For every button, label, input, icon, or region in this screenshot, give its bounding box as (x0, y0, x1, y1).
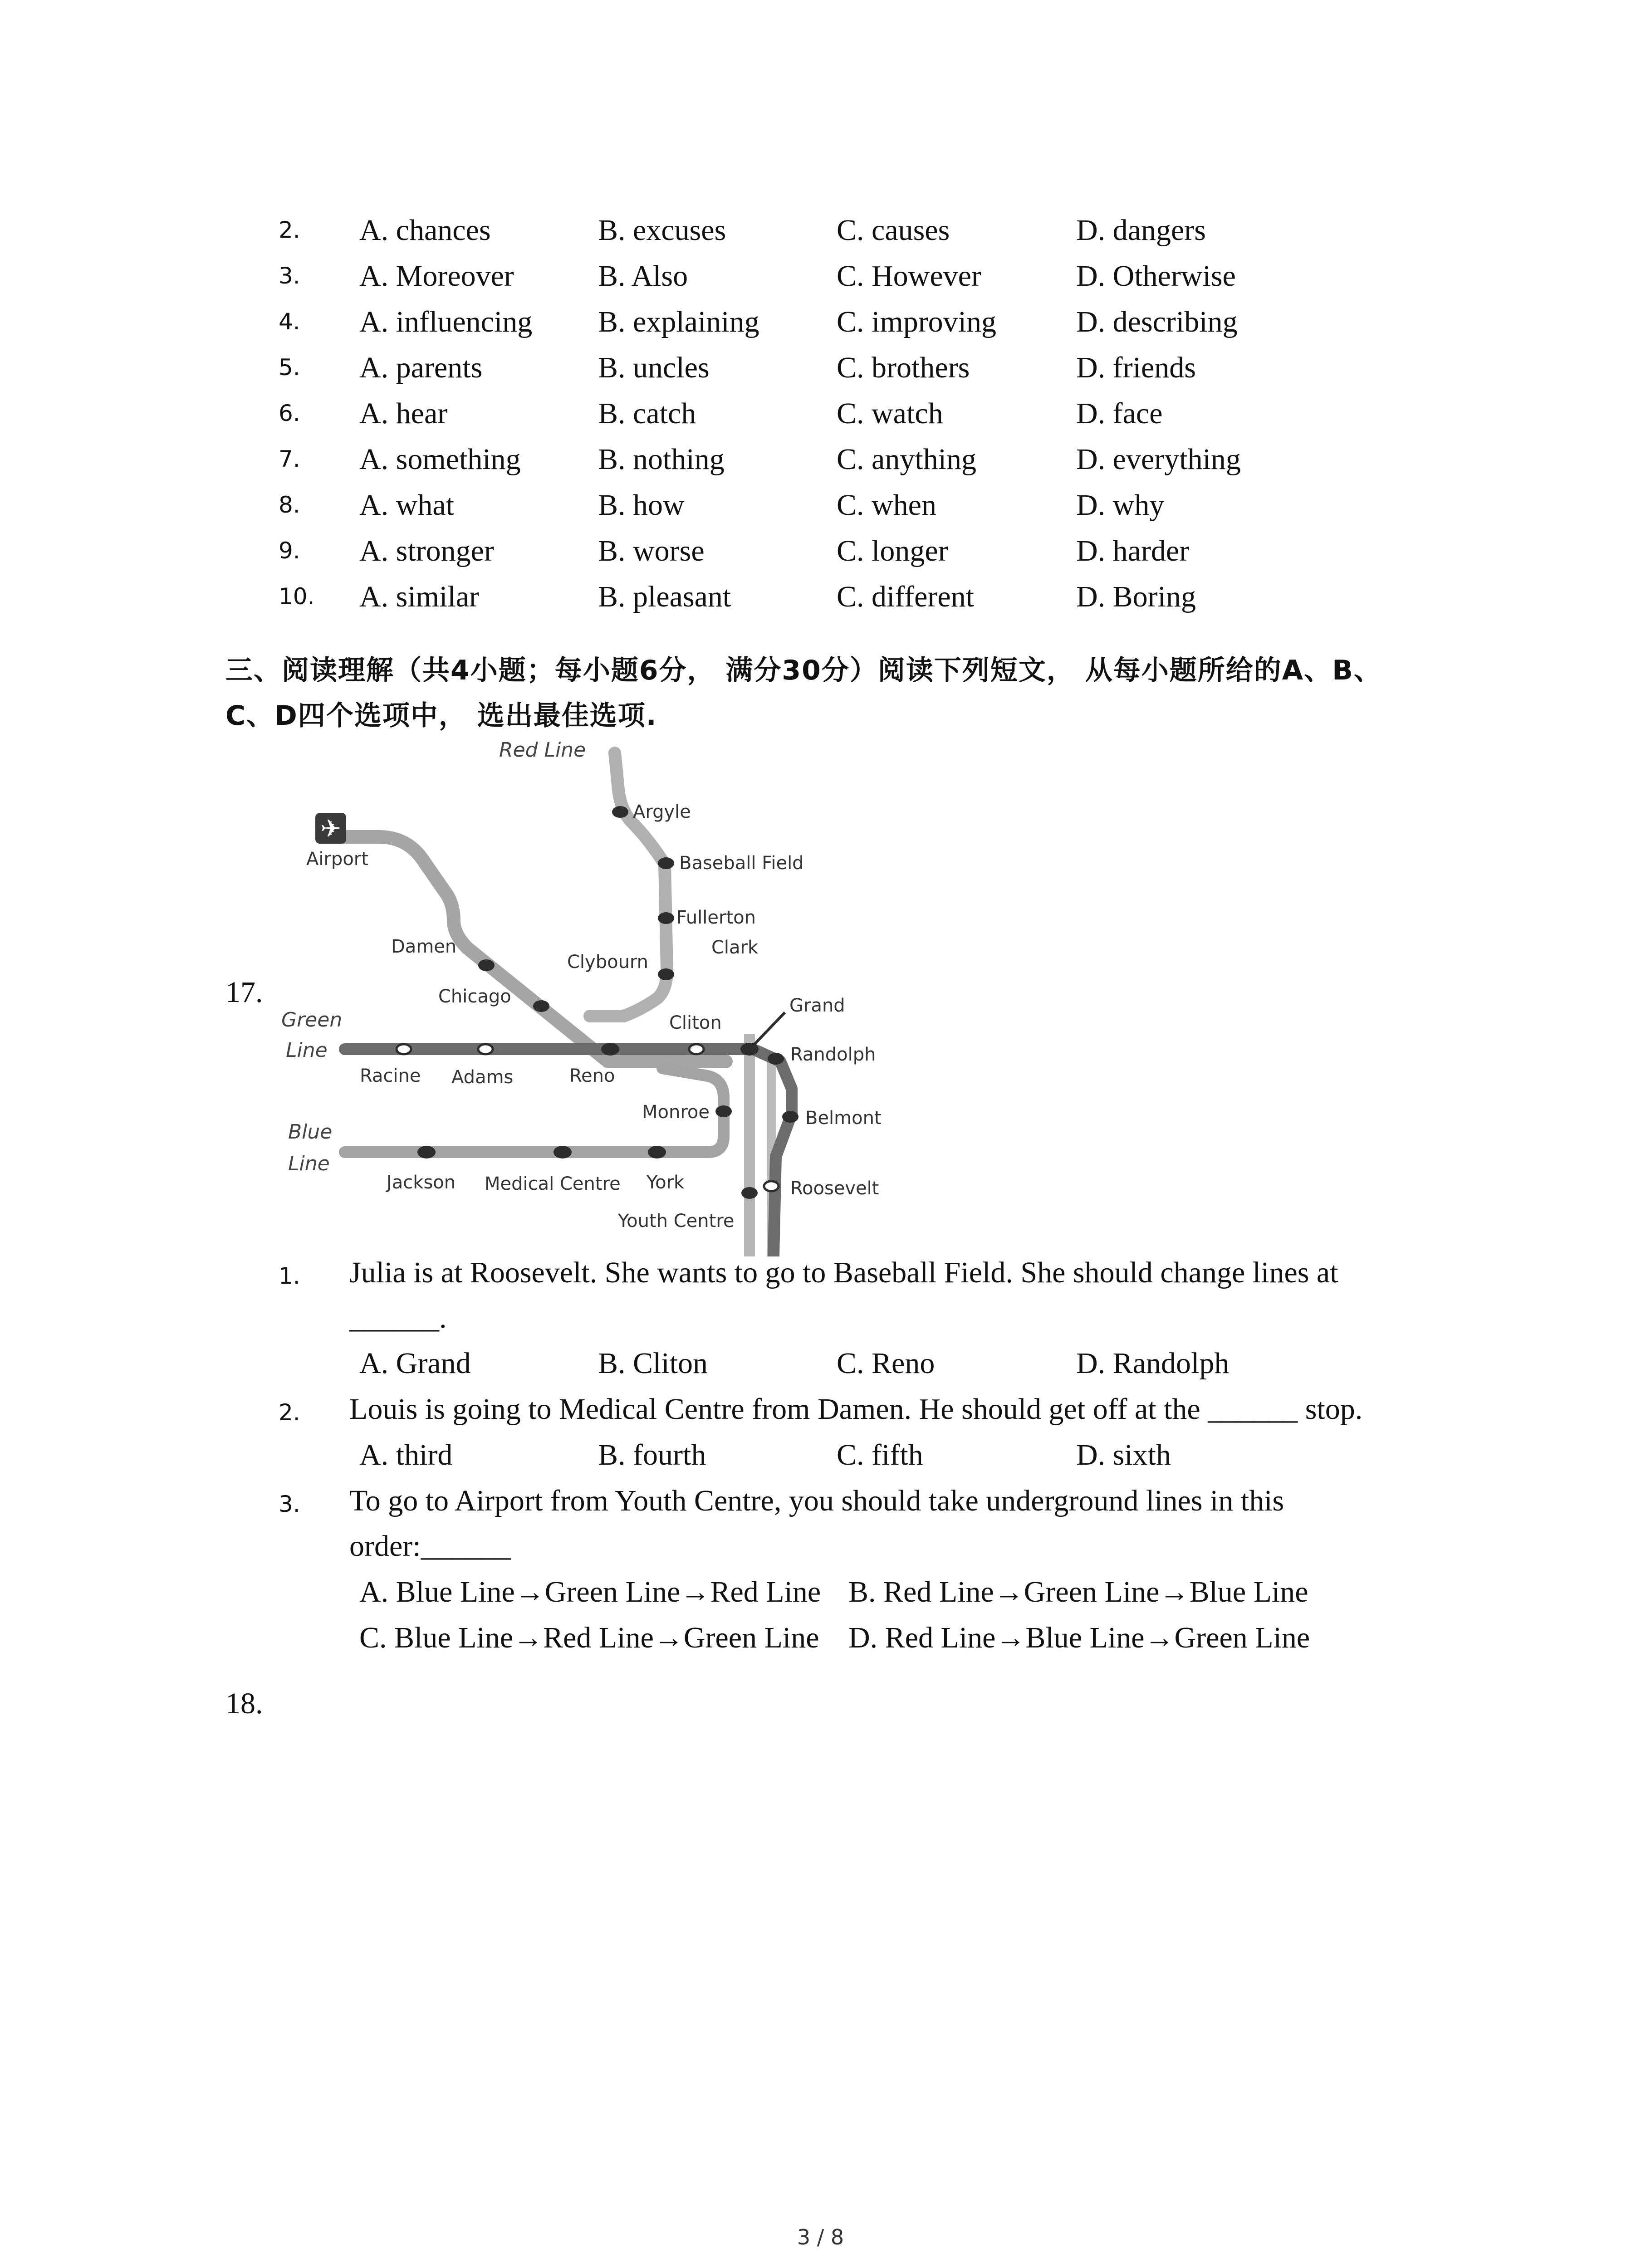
station-dot-york (648, 1146, 666, 1158)
option-d: D. Red Line→Blue Line→Green Line (848, 1621, 1310, 1654)
label-youth-centre: Youth Centre (618, 1211, 735, 1232)
cloze-item-10 (0, 580, 1641, 625)
question-stem-cont: ______. (349, 1301, 447, 1334)
station-dot-clybourn (658, 968, 674, 980)
label-racine: Racine (360, 1066, 421, 1086)
cloze-item-6 (0, 396, 1641, 442)
item-number: 6. (279, 400, 300, 426)
option-c: C. different (837, 580, 975, 613)
station-dot-roosevelt (764, 1181, 779, 1191)
station-dot-argyle (612, 806, 628, 818)
label-york: York (647, 1172, 685, 1193)
option-b: B. excuses (598, 214, 726, 247)
option-a: A. stronger (359, 534, 494, 567)
option-b: B. catch (598, 397, 696, 430)
item-number: 3. (279, 263, 300, 289)
station-dot-fullerton (658, 912, 674, 924)
section-heading-line1: 三、阅读理解（共4小题；每小题6分， 满分30分）阅读下列短文， 从每小题所给的A、B、 (225, 655, 1382, 686)
station-dot-youth-centre (741, 1187, 758, 1199)
option-b: B. explaining (598, 305, 759, 338)
option-d: D. why (1076, 489, 1165, 522)
option-b: B. Also (598, 259, 688, 293)
option-b: B. fourth (598, 1438, 706, 1471)
station-dot-damen (478, 959, 495, 971)
underground-map (272, 735, 898, 1256)
red-line-track (590, 753, 667, 1016)
question-18-label: 18. (225, 1687, 263, 1720)
option-b: B. how (598, 489, 685, 522)
option-c: C. causes (837, 214, 950, 247)
option-d: D. Otherwise (1076, 259, 1236, 293)
station-dot-grand (740, 1043, 759, 1056)
question-number: 2. (279, 1399, 300, 1426)
label-medical-centre: Medical Centre (485, 1173, 621, 1194)
label-green-line-2: Line (286, 1039, 328, 1062)
option-b: B. nothing (598, 443, 725, 476)
cloze-item-9 (0, 534, 1641, 579)
option-b: B. uncles (598, 351, 710, 384)
option-b: B. Red Line→Green Line→Blue Line (848, 1575, 1308, 1608)
option-c: C. brothers (837, 351, 970, 384)
option-c: C. watch (837, 397, 943, 430)
station-dot-baseball-field (658, 857, 674, 869)
label-grand: Grand (789, 995, 845, 1016)
option-c: C. Blue Line→Red Line→Green Line (359, 1621, 819, 1654)
label-belmont: Belmont (805, 1108, 882, 1129)
option-c: C. longer (837, 534, 948, 567)
option-c: C. Reno (837, 1347, 935, 1380)
grand-pointer (753, 1012, 785, 1046)
label-jackson: Jackson (387, 1172, 456, 1193)
station-dot-monroe (715, 1105, 732, 1117)
option-a: A. what (359, 489, 454, 522)
label-cliton: Cliton (669, 1012, 722, 1033)
label-monroe: Monroe (642, 1102, 710, 1123)
option-d: D. Randolph (1076, 1347, 1230, 1380)
label-clark: Clark (711, 937, 759, 958)
option-a: A. third (359, 1438, 453, 1471)
page-number: 3 / 8 (797, 2225, 844, 2249)
item-number: 7. (279, 446, 300, 472)
cloze-item-7 (0, 442, 1641, 488)
question-stem-cont: order:______ (349, 1530, 511, 1563)
station-dot-randolph (768, 1053, 784, 1065)
station-dot-medical-centre (554, 1146, 572, 1158)
option-a: A. chances (359, 214, 491, 247)
station-dot-racine (397, 1044, 411, 1054)
section-heading-line2: C、D四个选项中， 选出最佳选项. (225, 700, 657, 732)
cloze-item-5 (0, 351, 1641, 396)
station-dot-jackson (417, 1146, 436, 1158)
item-number: 9. (279, 538, 300, 564)
item-number: 2. (279, 217, 300, 243)
option-c: C. However (837, 259, 981, 293)
question-number: 3. (279, 1491, 300, 1517)
option-a: A. influencing (359, 305, 533, 338)
question-17-label: 17. (225, 976, 263, 1009)
option-d: D. everything (1076, 443, 1241, 476)
label-chicago: Chicago (438, 986, 511, 1007)
label-blue-line-2: Line (288, 1152, 330, 1175)
label-damen: Damen (391, 936, 457, 957)
cloze-item-2 (0, 213, 1641, 259)
option-d: D. face (1076, 397, 1163, 430)
label-airport: Airport (306, 849, 368, 870)
option-c: C. anything (837, 443, 976, 476)
option-a: A. parents (359, 351, 483, 384)
option-b: B. worse (598, 534, 705, 567)
cloze-item-4 (0, 305, 1641, 350)
option-d: D. harder (1076, 534, 1190, 567)
station-dot-cliton (689, 1044, 704, 1054)
label-randolph: Randolph (790, 1044, 876, 1065)
option-a: A. hear (359, 397, 448, 430)
station-dot-reno (601, 1043, 619, 1056)
option-c: C. when (837, 489, 936, 522)
question-stem: Julia is at Roosevelt. She wants to go to Baseball Field. She should change lines at (349, 1256, 1338, 1289)
station-dot-belmont (782, 1111, 798, 1123)
label-roosevelt: Roosevelt (790, 1178, 879, 1199)
cloze-item-3 (0, 259, 1641, 304)
option-d: D. friends (1076, 351, 1196, 384)
label-blue-line-1: Blue (288, 1120, 333, 1144)
label-adams: Adams (451, 1067, 514, 1088)
station-dot-adams (478, 1044, 493, 1054)
option-b: B. pleasant (598, 580, 731, 613)
question-stem: To go to Airport from Youth Centre, you should take underground lines in this (349, 1484, 1284, 1517)
option-c: C. improving (837, 305, 997, 338)
label-fullerton: Fullerton (676, 907, 756, 928)
airplane-icon: ✈ (320, 814, 341, 843)
question-number: 1. (279, 1263, 300, 1289)
option-a: A. Moreover (359, 259, 514, 293)
item-number: 5. (279, 354, 300, 381)
option-c: C. fifth (837, 1438, 923, 1471)
option-a: A. similar (359, 580, 479, 613)
question-stem: Louis is going to Medical Centre from Damen. He should get off at the ______ stop. (349, 1393, 1363, 1426)
option-d: D. describing (1076, 305, 1238, 338)
item-number: 4. (279, 308, 300, 335)
option-a: A. Blue Line→Green Line→Red Line (359, 1575, 821, 1608)
red-line-label: Red Line (499, 738, 586, 762)
cloze-item-8 (0, 488, 1641, 533)
label-argyle: Argyle (633, 802, 691, 822)
option-a: A. something (359, 443, 521, 476)
option-d: D. sixth (1076, 1438, 1171, 1471)
option-b: B. Cliton (598, 1347, 708, 1380)
item-number: 8. (279, 492, 300, 518)
option-a: A. Grand (359, 1347, 471, 1380)
option-d: D. Boring (1076, 580, 1196, 613)
label-reno: Reno (569, 1066, 615, 1086)
label-clybourn: Clybourn (567, 952, 649, 973)
item-number: 10. (279, 583, 315, 610)
label-baseball-field: Baseball Field (679, 853, 804, 874)
label-green-line-1: Green (281, 1008, 343, 1031)
option-d: D. dangers (1076, 214, 1206, 247)
station-dot-chicago (533, 1000, 549, 1012)
